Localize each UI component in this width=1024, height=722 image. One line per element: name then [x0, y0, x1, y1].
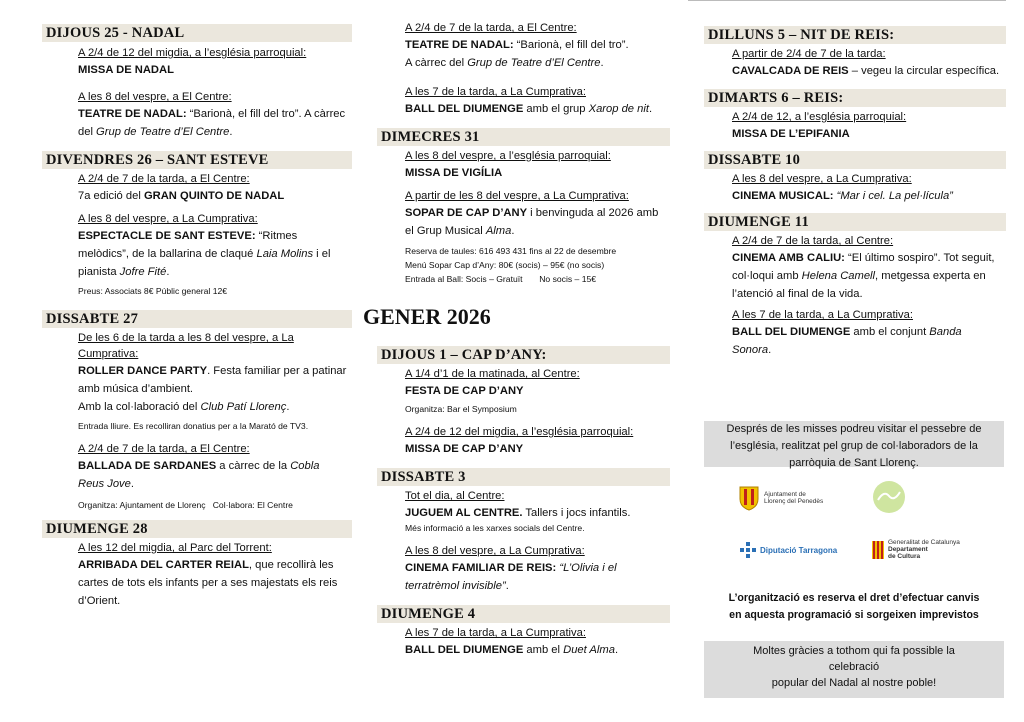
event	[377, 188, 670, 286]
event	[377, 424, 670, 458]
event-desc: MISSA DE L’EPIFANIA	[732, 128, 850, 140]
event-note: Entrada al Ball: Socis – Gratuït No socis – 15€	[405, 274, 597, 284]
event	[42, 441, 352, 512]
day-header: DIUMENGE 11	[704, 213, 1006, 231]
day-header: DISSABTE 3	[377, 468, 670, 486]
event-desc: CINEMA AMB CALIU: “El último sospiro”. Tot seguit, col·loqui amb Helena Camell, metgessa experta en l’atenció al final de la vida.	[732, 252, 995, 300]
event-note: Preus: Associats 8€ Públic general 12€	[78, 286, 228, 296]
event	[377, 366, 670, 416]
column-1	[42, 24, 352, 610]
thanks-line: celebració	[828, 661, 880, 673]
event	[377, 20, 670, 72]
event-desc: A càrrec del Grup de Teatre d’El Centre.	[405, 57, 604, 69]
event-note: Menú Sopar Cap d’Any: 80€ (socis) – 95€ (no socis)	[405, 260, 605, 270]
event	[704, 46, 1006, 81]
day-header: DISSABTE 10	[704, 151, 1006, 169]
event-time: A partir de 2/4 de 7 de la tarda:	[732, 48, 886, 60]
logo-text: Departament	[888, 546, 928, 553]
event	[704, 171, 1006, 205]
event-note: Organitza: Bar el Symposium	[405, 404, 517, 414]
logo-generalitat	[872, 539, 960, 560]
event-desc: CAVALCADA DE REIS – vegeu la circular específica.	[732, 65, 1000, 77]
thanks-line: popular del Nadal al nostre poble!	[771, 677, 937, 689]
event-note: Reserva de taules: 616 493 431 fins al 22 de desembre	[405, 246, 617, 256]
column-3	[704, 26, 1006, 359]
event-time: A les 8 del vespre, a La Cumprativa:	[405, 545, 585, 557]
event-desc: TEATRE DE NADAL: “Barionà, el fill del tro”.	[405, 39, 629, 51]
logo-text: Llorenç del Penedès	[764, 498, 824, 505]
nativity-info-box: Després de les misses podreu visitar el pessebre de l’església, realitzat pel grup de col·laboradors de la parròquia de Sant Llorenç.	[704, 421, 1004, 467]
logo-text: de Cultura	[888, 553, 921, 560]
event-time: A les 8 del vespre, a El Centre:	[78, 91, 232, 103]
event	[42, 171, 352, 205]
day-header: DISSABTE 27	[42, 310, 352, 328]
logo-ajuntament	[738, 485, 823, 511]
event-desc: ROLLER DANCE PARTY. Festa familiar per a patinar amb música d’ambient.	[78, 365, 347, 395]
round-emblem-icon	[872, 480, 906, 514]
event	[704, 233, 1006, 303]
event	[42, 211, 352, 298]
event-time: A 2/4 de 7 de la tarda, a El Centre:	[78, 173, 250, 185]
thanks-line: Moltes gràcies a tothom qui fa possible la	[753, 645, 955, 657]
event-time: A les 7 de la tarda, a La Cumprativa:	[405, 86, 586, 98]
event-desc: BALL DEL DIUMENGE amb el Duet Alma.	[405, 644, 619, 656]
event-time: A 2/4 de 12 del migdia, a l’església parroquial:	[405, 426, 634, 438]
event-desc: CINEMA MUSICAL: “Mar i cel. La pel·lícula”	[732, 190, 953, 202]
event-desc: BALL DEL DIUMENGE amb el conjunt Banda Sonora.	[732, 326, 962, 356]
event-desc: MISSA DE VIGÍLIA	[405, 167, 503, 179]
event-note: Organitza: Ajuntament de Llorenç Col·labora: El Centre	[78, 500, 293, 510]
event-time: A les 12 del migdia, al Parc del Torrent:	[78, 542, 272, 554]
day-header: DILLUNS 5 – NIT DE REIS:	[704, 26, 1006, 44]
top-rule	[688, 0, 1006, 1]
event	[42, 89, 352, 141]
event	[42, 45, 352, 79]
diputacio-emblem-icon	[740, 542, 756, 558]
event-time: A 2/4 de 12 del migdia, a l’església parroquial:	[78, 47, 307, 59]
event-desc: ARRIBADA DEL CARTER REIAL, que recollirà les cartes de tots els infants per a ses majestats els reis d’Orient.	[78, 559, 338, 607]
column-2	[363, 20, 670, 659]
event-time: Tot el dia, al Centre:	[405, 490, 505, 502]
event-desc: ESPECTACLE DE SANT ESTEVE: “Ritmes melòdics”, de la ballarina de claqué Laia Molins i el pianista Jofre Fité.	[78, 230, 331, 278]
event	[377, 148, 670, 182]
event-time: A 1/4 d’1 de la matinada, al Centre:	[405, 368, 580, 380]
event-desc: SOPAR DE CAP D’ANY i benvinguda al 2026 amb el Grup Musical Alma.	[405, 207, 659, 237]
logo-text: Ajuntament de	[764, 491, 806, 498]
day-header: DIJOUS 1 – CAP D’ANY:	[377, 346, 670, 364]
event	[377, 625, 670, 659]
event-time: A les 8 del vespre, a l’església parroquial:	[405, 150, 611, 162]
event-desc: CINEMA FAMILIAR DE REIS: “L’Olivia i el terratrèmol invisible”.	[405, 562, 617, 592]
day-header: DIMARTS 6 – REIS:	[704, 89, 1006, 107]
event-desc: FESTA DE CAP D’ANY	[405, 385, 524, 397]
event	[377, 543, 670, 595]
event	[42, 540, 352, 610]
event-time: A les 7 de la tarda, a La Cumprativa:	[732, 309, 913, 321]
event	[377, 488, 670, 535]
event-desc: BALL DEL DIUMENGE amb el grup Xarop de nit.	[405, 103, 653, 115]
organization-notice	[704, 590, 1004, 624]
event-time: A 2/4 de 7 de la tarda, a El Centre:	[405, 22, 577, 34]
notice-line: L’organització es reserva el dret d’efectuar canvis	[728, 592, 980, 604]
logo-text: Diputació Tarragona	[760, 545, 838, 555]
day-header: DIMECRES 31	[377, 128, 670, 146]
event-time: De les 6 de la tarda a les 8 del vespre, a La Cumprativa:	[78, 332, 294, 360]
event-desc: 7a edició del GRAN QUINTO DE NADAL	[78, 190, 285, 202]
coat-of-arms-icon	[738, 485, 760, 511]
event-time: A 2/4 de 12, a l’església parroquial:	[732, 111, 907, 123]
logo-diputacio	[740, 542, 837, 558]
day-header: DIUMENGE 28	[42, 520, 352, 538]
event	[704, 109, 1006, 143]
logo-round	[872, 480, 906, 514]
event-time: A 2/4 de 7 de la tarda, al Centre:	[732, 235, 894, 247]
notice-line: en aquesta programació si sorgeixen imprevistos	[729, 609, 979, 621]
event	[377, 84, 670, 118]
event	[42, 330, 352, 433]
event-desc: TEATRE DE NADAL: “Barionà, el fill del tro”. A càrrec del Grup de Teatre d’El Centre.	[78, 108, 346, 138]
month-title: GENER 2026	[363, 304, 491, 329]
logo-text: Generalitat de Catalunya	[888, 539, 960, 546]
event-desc: MISSA DE NADAL	[78, 64, 174, 76]
event-time: A les 8 del vespre, a La Cumprativa:	[732, 173, 912, 185]
thanks-box	[704, 641, 1004, 698]
event	[704, 307, 1006, 359]
senyera-icon	[872, 541, 884, 559]
event-desc: JUGUEM AL CENTRE. Tallers i jocs infantils.	[405, 507, 631, 519]
event-time: A les 8 del vespre, a La Cumprativa:	[78, 213, 258, 225]
event-desc: MISSA DE CAP D’ANY	[405, 443, 524, 455]
event-time: A partir de les 8 del vespre, a La Cumprativa:	[405, 190, 629, 202]
event-time: A 2/4 de 7 de la tarda, a El Centre:	[78, 443, 250, 455]
day-header: DIUMENGE 4	[377, 605, 670, 623]
event-time: A les 7 de la tarda, a La Cumprativa:	[405, 627, 586, 639]
event-desc: Amb la col·laboració del Club Patí Llorenç.	[78, 401, 290, 413]
event-note: Entrada lliure. Es recolliran donatius per a la Marató de TV3.	[78, 421, 309, 431]
event-desc: BALLADA DE SARDANES a càrrec de la Cobla Reus Jove.	[78, 460, 320, 490]
day-header: DIJOUS 25 - NADAL	[42, 24, 352, 42]
day-header: DIVENDRES 26 – SANT ESTEVE	[42, 151, 352, 169]
event-note: Més informació a les xarxes socials del Centre.	[405, 523, 585, 533]
